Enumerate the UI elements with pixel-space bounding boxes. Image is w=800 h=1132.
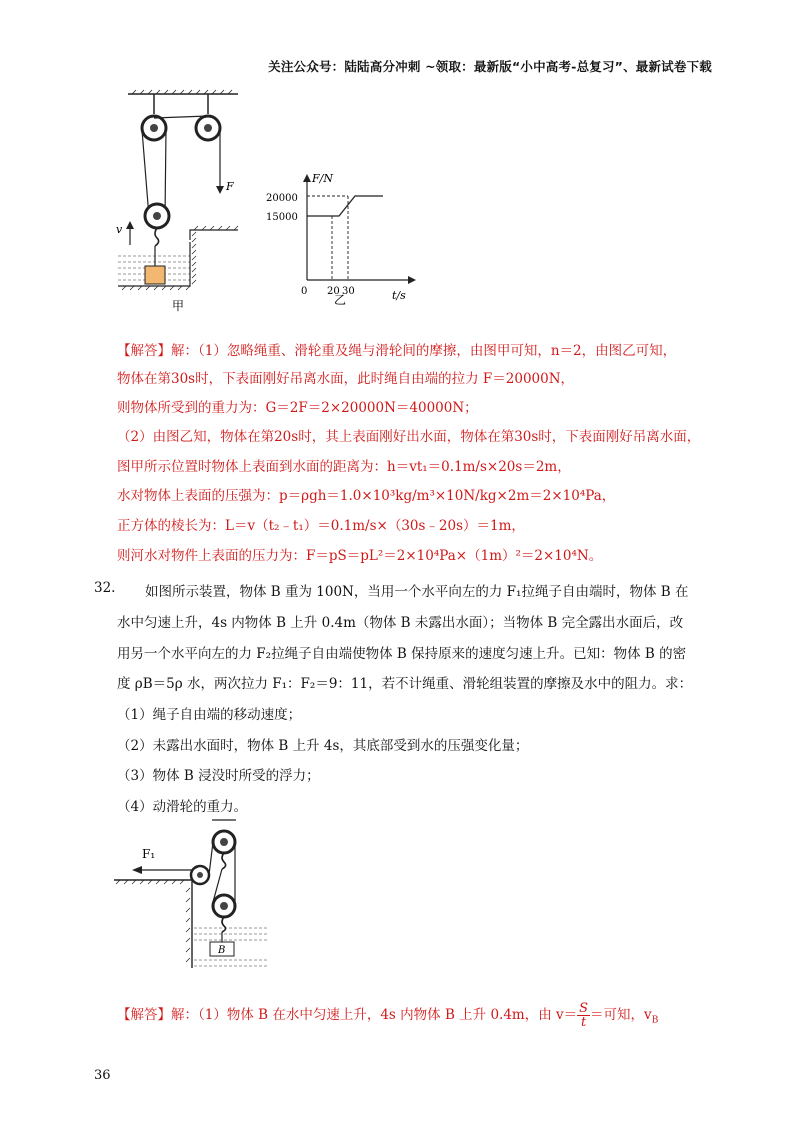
answer1-line-4: （2）由图乙知，物体在第20s时，其上表面刚好出水面，物体在第30s时，下表面刚好吊离水面，: [117, 429, 701, 445]
q32-line-2: 水中匀速上升，4s 内物体 B 上升 0.4m（物体 B 未露出水面）；当物体 B 完全露出水面后，改: [117, 615, 684, 631]
page-header: 关注公众号：陆陆高分冲刺 ~领取：最新版“小中高考-总复习”、最新试卷下载: [268, 59, 712, 74]
graph-ytick-20000: 20000: [266, 193, 298, 204]
answer2-line-1: [117, 1002, 658, 1029]
frac-top: S: [579, 1001, 589, 1016]
answer1-line-2: 物体在第30s时，下表面刚好吊离水面，此时绳自由端的拉力 F＝20000N，: [117, 371, 575, 387]
answer1-line-1: 【解答】解：（1）忽略绳重、滑轮重及绳与滑轮间的摩擦，由图甲可知，n＝2，由图乙可知，: [117, 343, 677, 359]
answer1-line-5: 图甲所示位置时物体上表面到水面的距离为：h＝vt₁＝0.1m/s×20s＝2m，: [117, 459, 571, 475]
answer2-fraction: [577, 1002, 590, 1029]
graph-series-line: [307, 196, 383, 216]
label-F: F: [226, 180, 234, 193]
answer1-line-6: 水对物体上表面的压强为：p＝ρgh＝1.0×10³kg/m³×10N/kg×2m＝2×10⁴Pa，: [117, 488, 616, 504]
graph-xlabel: t/s: [392, 289, 406, 302]
q32-line-1: 如图所示装置，物体 B 重为 100N，当用一个水平向左的力 F₁拉绳子自由端时，物体 B 在: [145, 584, 689, 600]
q32-line-4: 度 ρB＝5ρ 水，两次拉力 F₁：F₂＝9：11，若不计绳重、滑轮组装置的摩擦及水中的阻力。求：: [117, 676, 693, 692]
q32-line-6: （2）未露出水面时，物体 B 上升 4s，其底部受到水的压强变化量；: [117, 738, 529, 754]
caption-jia: 甲: [172, 299, 185, 313]
figure-jia: [110, 90, 240, 315]
answer2-suffix: ＝可知，v: [590, 1007, 652, 1023]
label-B: B: [218, 945, 226, 956]
figure-yi-graph: [262, 172, 422, 307]
question-number: 32.: [94, 580, 116, 596]
q32-line-5: （1）绳子自由端的移动速度；: [117, 707, 302, 723]
q32-line-7: （3）物体 B 浸没时所受的浮力；: [117, 768, 320, 784]
frac-bottom: t: [580, 1015, 587, 1030]
page-number: 36: [94, 1068, 111, 1083]
figure-pulley-B: [112, 820, 272, 970]
graph-origin: 0: [301, 286, 308, 297]
graph-xtick-20: 20: [327, 286, 340, 297]
answer1-line-8: 则河水对物件上表面的压力为：F＝pS＝pL²＝2×10⁴Pa×（1m）²＝2×10⁴N。: [117, 548, 603, 564]
answer2-suffix-sub: B: [651, 1015, 659, 1026]
cube-object: [145, 266, 165, 284]
graph-xtick-30: 30: [342, 286, 355, 297]
caption-yi: 乙: [334, 293, 347, 307]
q32-line-8: （4）动滑轮的重力。: [117, 799, 248, 815]
q32-line-3: 用另一个水平向左的力 F₂拉绳子自由端使物体 B 保持原来的速度匀速上升。已知：物体 B 的密: [117, 646, 687, 662]
label-v: v: [116, 223, 123, 236]
answer1-line-3: 则物体所受到的重力为：G＝2F＝2×20000N＝40000N；: [117, 400, 478, 416]
answer1-line-7: 正方体的棱长为：L＝v（t₂﹣t₁）＝0.1m/s×（30s﹣20s）＝1m，: [117, 518, 525, 534]
answer2-prefix: 【解答】解：（1）物体 B 在水中匀速上升，4s 内物体 B 上升 0.4m，由 v＝: [117, 1007, 578, 1023]
label-F1: F₁: [142, 847, 156, 861]
graph-ylabel: F/N: [312, 172, 333, 185]
graph-ytick-15000: 15000: [266, 212, 298, 223]
